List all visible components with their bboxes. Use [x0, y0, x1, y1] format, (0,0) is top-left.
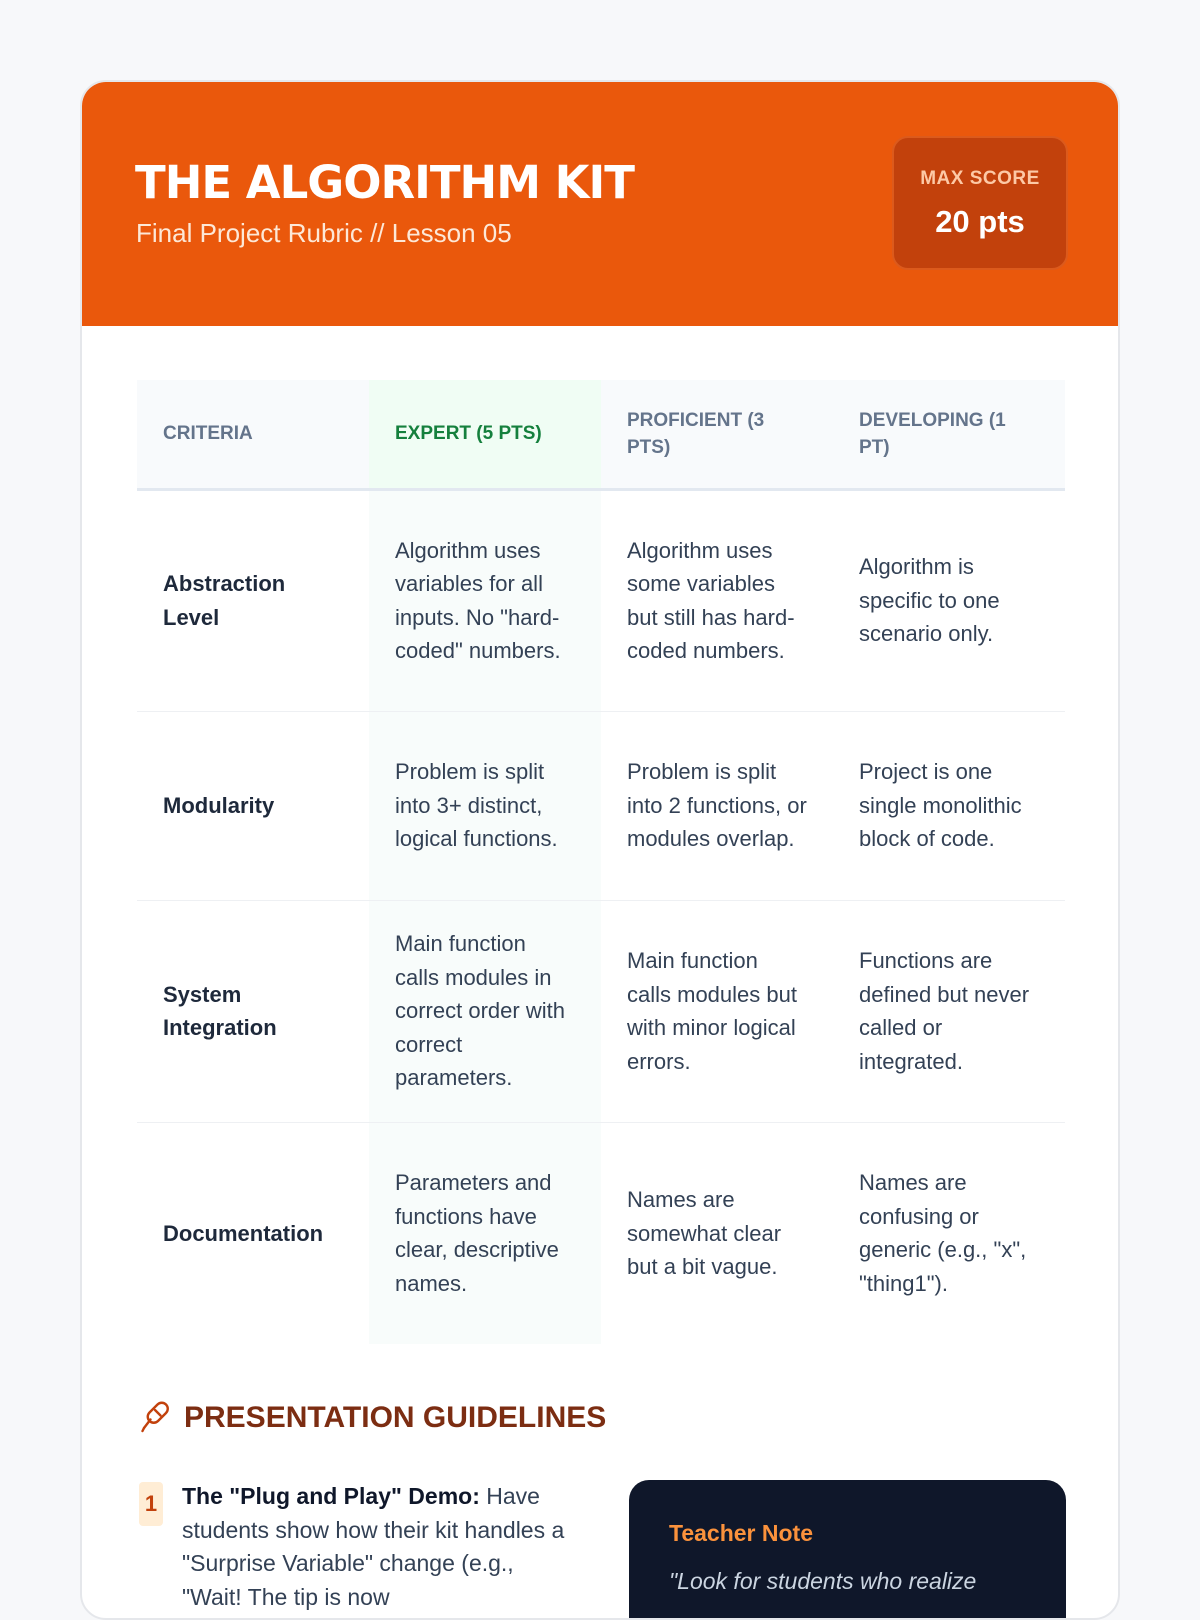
table-header-row: [137, 380, 1065, 489]
expert-cell: Main function calls modules in correct order with correct parameters.: [369, 900, 601, 1122]
proficient-cell: Problem is split into 2 functions, or modules overlap.: [601, 711, 833, 900]
table-row: [137, 1122, 1065, 1344]
microphone-icon: [140, 1399, 170, 1438]
column-header-criteria: CRITERIA: [137, 380, 369, 489]
step-heading: The "Plug and Play" Demo:: [182, 1483, 480, 1509]
developing-cell: Project is one single monolithic block of code.: [833, 711, 1065, 900]
teacher-note-card: [629, 1480, 1066, 1620]
max-score-value: 20 pts: [935, 204, 1025, 239]
proficient-cell: Names are somewhat clear but a bit vague.: [627, 1187, 782, 1279]
guidelines-title: PRESENTATION GUIDELINES: [184, 1401, 607, 1434]
step-number-badge: 1: [139, 1482, 163, 1526]
expert-cell: Algorithm uses variables for all inputs. No "hard-coded" numbers.: [369, 489, 601, 711]
header-banner: [82, 82, 1120, 326]
step-text: [182, 1480, 572, 1614]
criteria-cell: System Integration: [137, 900, 369, 1122]
max-score-label: MAX SCORE: [920, 168, 1040, 189]
page-title: THE ALGORITHM KIT: [135, 156, 634, 209]
teacher-note-quote: "Look for students who realize: [669, 1568, 977, 1594]
proficient-cell: Main function calls modules but with minor logical errors.: [601, 900, 833, 1122]
developing-cell: Functions are defined but never called or integrated.: [833, 900, 1065, 1122]
developing-cell: Algorithm is specific to one scenario only.: [833, 489, 1065, 711]
criteria-cell: Abstraction Level: [137, 489, 369, 711]
column-header-developing: DEVELOPING (1 PT): [833, 380, 1065, 489]
expert-cell: Problem is split into 3+ distinct, logical functions.: [369, 711, 601, 900]
rubric-table: [137, 380, 1065, 1344]
proficient-cell: Algorithm uses some variables but still has hard-coded numbers.: [601, 489, 833, 711]
rubric-card: [80, 80, 1120, 1620]
table-row: [137, 489, 1065, 711]
developing-cell: Names are confusing or generic (e.g., "x", "thing1").: [859, 1170, 1027, 1296]
column-header-expert: EXPERT (5 PTS): [369, 380, 601, 489]
page-subtitle: Final Project Rubric // Lesson 05: [136, 218, 512, 248]
table-row: [137, 900, 1065, 1122]
step-body: Have students show how their kit handles a "Surprise Variable" change (e.g., "Wait! The tip is now: [182, 1483, 565, 1610]
criteria-cell: Documentation: [163, 1220, 324, 1246]
table-row: [137, 711, 1065, 900]
teacher-note-title: Teacher Note: [669, 1520, 814, 1546]
column-header-proficient: PROFICIENT (3 PTS): [601, 380, 833, 489]
criteria-cell: Modularity: [137, 711, 369, 900]
guidelines-heading: [140, 1398, 606, 1438]
max-score-badge: [892, 136, 1068, 270]
expert-cell: Parameters and functions have clear, descriptive names.: [369, 1122, 601, 1344]
